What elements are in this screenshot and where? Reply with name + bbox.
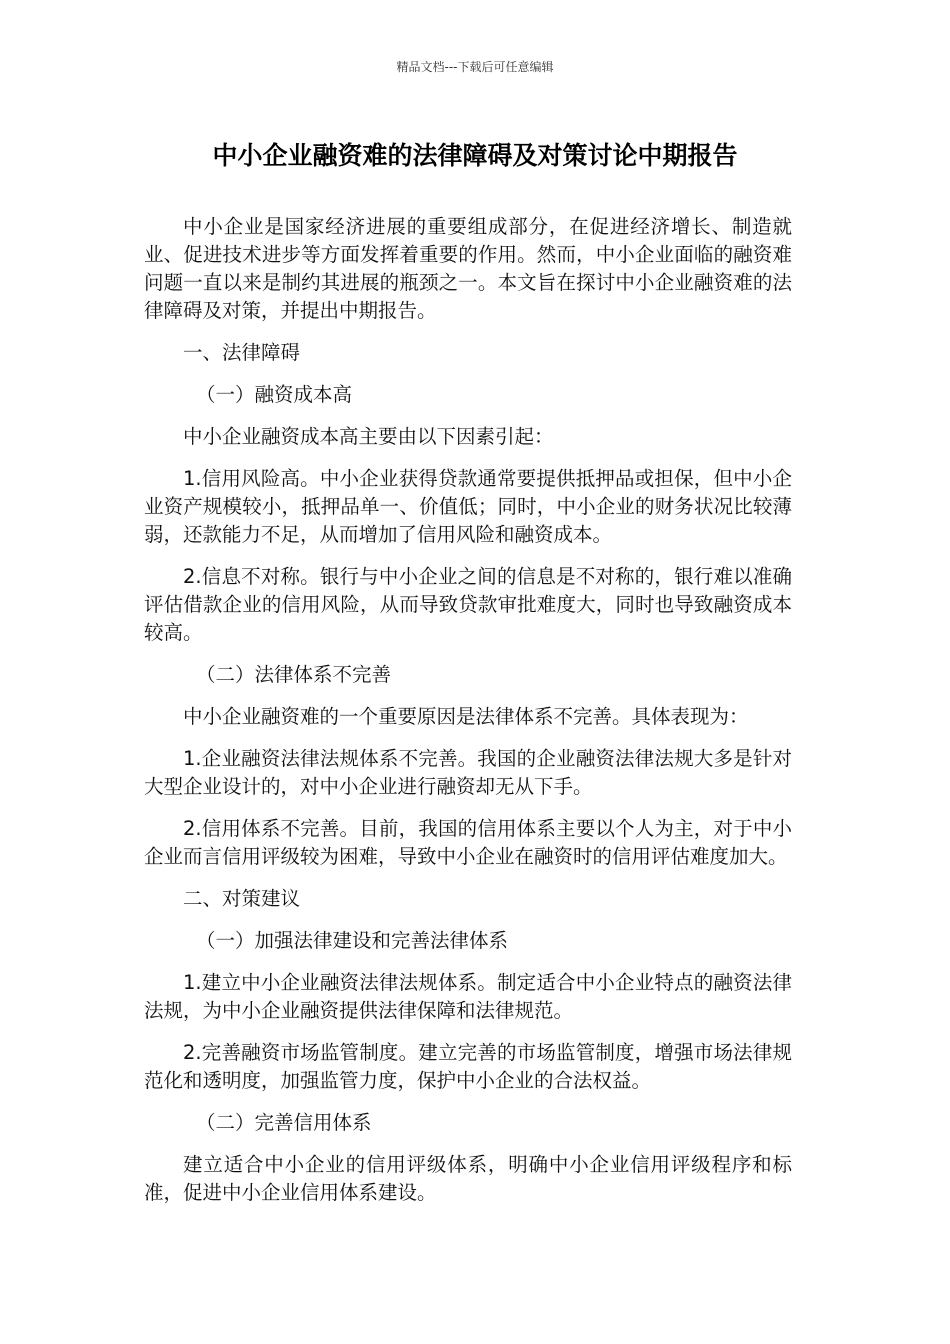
section-heading-recommendations: 二、对策建议 [183, 887, 301, 910]
list-item: 2.完善融资市场监管制度。建立完善的市场监管制度，增强市场法律规范化和透明度，加强监管力度，保护中小企业的合法权益。 [144, 1041, 792, 1092]
intro-paragraph: 中小企业是国家经济进展的重要组成部分，在促进经济增长、制造就业、促进技术进步等方面发挥着重要的作用。然而，中小企业面临的融资难问题一直以来是制约其进展的瓶颈之一。本文旨在探讨中小企业融资难的法律障碍及对策，并提出中期报告。 [144, 215, 792, 322]
document-body [144, 213, 792, 1221]
list-item: 2.信息不对称。银行与中小企业之间的信息是不对称的，银行难以准确评估借款企业的信用风险，从而导致贷款审批难度大，同时也导致融资成本较高。 [144, 565, 792, 644]
subsection-heading-credit-system: （二）完善信用体系 [196, 1111, 372, 1134]
paragraph: 中小企业融资难的一个重要原因是法律体系不完善。具体表现为： [183, 705, 749, 728]
subsection-heading-high-cost: （一）融资成本高 [196, 383, 353, 406]
list-item: 2.信用体系不完善。目前，我国的信用体系主要以个人为主，对于中小企业而言信用评级较为困难，导致中小企业在融资时的信用评估难度加大。 [144, 817, 792, 868]
list-item: 1.企业融资法律法规体系不完善。我国的企业融资法律法规大多是针对大型企业设计的，对中小企业进行融资却无从下手。 [144, 747, 792, 798]
list-item: 1.信用风险高。中小企业获得贷款通常要提供抵押品或担保，但中小企业资产规模较小，抵押品单一、价值低；同时，中小企业的财务状况比较薄弱，还款能力不足，从而增加了信用风险和融资成本。 [144, 467, 792, 546]
paragraph: 中小企业融资成本高主要由以下因素引起： [183, 425, 554, 448]
subsection-heading-legal-construction: （一）加强法律建设和完善法律体系 [196, 929, 509, 952]
list-item: 1.建立中小企业融资法律法规体系。制定适合中小企业特点的融资法律法规，为中小企业融资提供法律保障和法律规范。 [144, 971, 792, 1022]
paragraph: 建立适合中小企业的信用评级体系，明确中小企业信用评级程序和标准，促进中小企业信用体系建设。 [144, 1153, 792, 1204]
subsection-heading-legal-system: （二）法律体系不完善 [196, 663, 392, 686]
section-heading-legal-obstacles: 一、法律障碍 [183, 341, 301, 364]
header-note: 精品文档---下载后可任意编辑 [396, 60, 554, 74]
document-title: 中小企业融资难的法律障碍及对策讨论中期报告 [212, 141, 738, 170]
